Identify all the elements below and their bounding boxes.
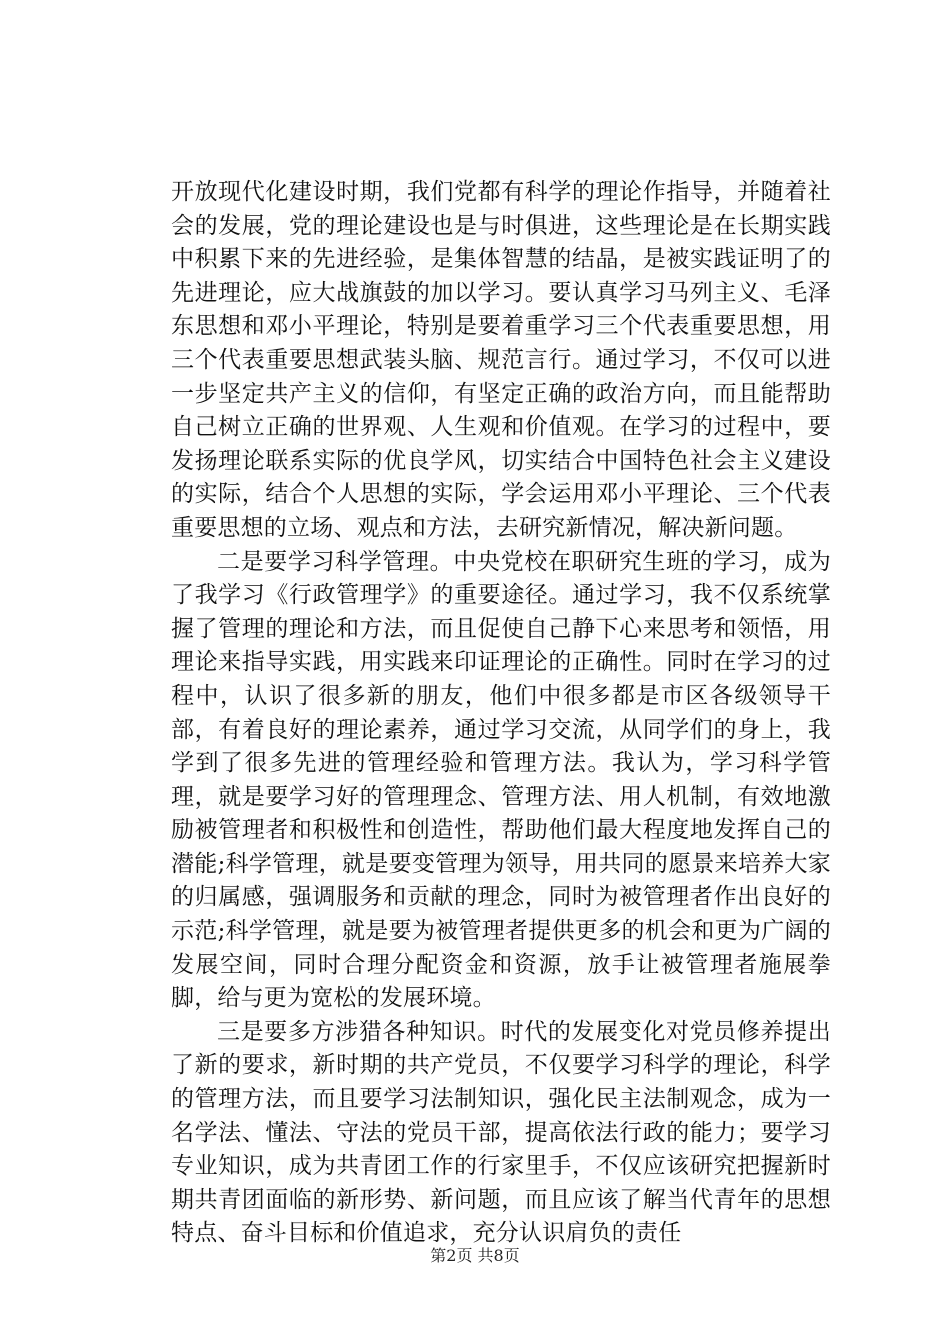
page-number-footer: 第2页 共8页 — [430, 1246, 520, 1265]
document-body — [171, 176, 831, 1251]
paragraph-scientific-management: 二是要学习科学管理。中央党校在职研究生班的学习，成为了我学习《行政管理学》的重要途径。通过学习，我不仅系统掌握了管理的理论和方法，而且促使自己静下心来思考和领悟，用理论来指导实践，用实践来印证理论的正确性。同时在学习的过程中，认识了很多新的朋友，他们中很多都是市区各级领导干部，有着良好的理论素养，通过学习交流，从同学们的身上，我学到了很多先进的管理经验和管理方法。我认为，学习科学管理，就是要学习好的管理理念、管理方法、用人机制，有效地激励被管理者和积极性和创造性，帮助他们最大程度地发挥自己的潜能;科学管理，就是要变管理为领导，用共同的愿景来培养大家的归属感，强调服务和贡献的理念，同时为被管理者作出良好的示范;科学管理，就是要为被管理者提供更多的机会和更为广阔的发展空间，同时合理分配资金和资源，放手让被管理者施展拳脚，给与更为宽松的发展环境。 — [171, 548, 831, 1012]
paragraph-continuation: 开放现代化建设时期，我们党都有科学的理论作指导，并随着社会的发展，党的理论建设也是与时俱进，这些理论是在长期实践中积累下来的先进经验，是集体智慧的结晶，是被实践证明了的先进理论，应大战旗鼓的加以学习。要认真学习马列主义、毛泽东思想和邓小平理论，特别是要着重学习三个代表重要思想，用三个代表重要思想武装头脑、规范言行。通过学习，不仅可以进一步坚定共产主义的信仰，有坚定正确的政治方向，而且能帮助自己树立正确的世界观、人生观和价值观。在学习的过程中，要发扬理论联系实际的优良学风，切实结合中国特色社会主义建设的实际，结合个人思想的实际，学会运用邓小平理论、三个代表重要思想的立场、观点和方法，去研究新情况，解决新问题。 — [171, 179, 831, 541]
paragraph-broad-knowledge: 三是要多方涉猎各种知识。时代的发展变化对党员修养提出了新的要求，新时期的共产党员，不仅要学习科学的理论，科学的管理方法，而且要学习法制知识，强化民主法制观念，成为一名学法、懂法、守法的党员干部，提高依法行政的能力；要学习专业知识，成为共青团工作的行家里手，不仅应该研究把握新时期共青团面临的新形势、新问题，而且应该了解当代青年的思想特点、奋斗目标和价值追求，充分认识肩负的责任 — [171, 1018, 831, 1247]
